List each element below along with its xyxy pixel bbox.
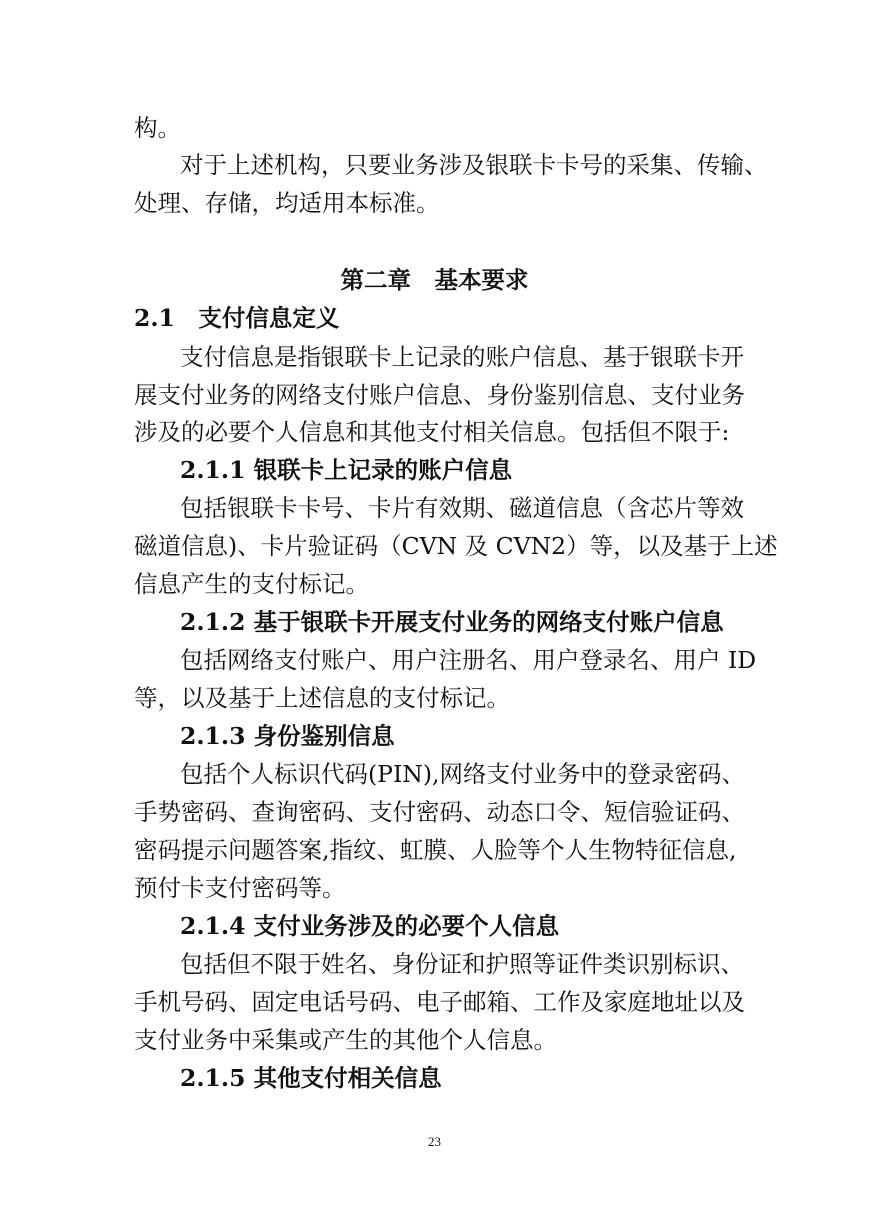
section-2-1-3-heading: 2.1.3 身份鉴别信息 bbox=[180, 722, 395, 750]
section-2-1-para-line-1: 支付信息是指银联卡上记录的账户信息、基于银联卡开 bbox=[180, 343, 744, 371]
page-number: 23 bbox=[428, 1134, 441, 1149]
intro-line-2: 对于上述机构，只要业务涉及银联卡卡号的采集、传输、 bbox=[180, 151, 768, 179]
section-2-1-2-para-line-2: 等，以及基于上述信息的支付标记。 bbox=[134, 684, 510, 712]
chapter-title: 第二章 基本要求 bbox=[340, 266, 529, 294]
section-2-1-para-line-2: 展支付业务的网络支付账户信息、身份鉴别信息、支付业务 bbox=[134, 381, 745, 409]
section-2-1-3-para-line-2: 手势密码、查询密码、支付密码、动态口令、短信验证码、 bbox=[134, 798, 745, 826]
section-2-1-4-para-line-2: 手机号码、固定电话号码、电子邮箱、工作及家庭地址以及 bbox=[134, 988, 745, 1016]
section-2-1-heading: 2.1 支付信息定义 bbox=[134, 304, 340, 332]
section-2-1-3-para-line-1: 包括个人标识代码(PIN),网络支付业务中的登录密码、 bbox=[180, 760, 745, 788]
intro-line-3: 处理、存储，均适用本标准。 bbox=[134, 189, 440, 217]
section-2-1-2-heading: 2.1.2 基于银联卡开展支付业务的网络支付账户信息 bbox=[180, 608, 724, 636]
section-2-1-4-heading: 2.1.4 支付业务涉及的必要个人信息 bbox=[180, 912, 560, 940]
section-2-1-5-heading: 2.1.5 其他支付相关信息 bbox=[180, 1064, 442, 1092]
section-2-1-1-para-line-3: 信息产生的支付标记。 bbox=[134, 570, 369, 598]
section-2-1-2-para-line-1: 包括网络支付账户、用户注册名、用户登录名、用户 ID bbox=[180, 646, 757, 674]
section-2-1-4-para-line-3: 支付业务中采集或产生的其他个人信息。 bbox=[134, 1026, 557, 1054]
section-2-1-1-para-line-2: 磁道信息)、卡片验证码（CVN 及 CVN2）等，以及基于上述 bbox=[134, 532, 778, 560]
section-2-1-3-para-line-4: 预付卡支付密码等。 bbox=[134, 874, 346, 902]
section-2-1-4-para-line-1: 包括但不限于姓名、身份证和护照等证件类识别标识、 bbox=[180, 950, 744, 978]
section-2-1-para-line-3: 涉及的必要个人信息和其他支付相关信息。包括但不限于: bbox=[134, 418, 730, 446]
intro-line-1: 构。 bbox=[134, 114, 181, 142]
section-2-1-1-heading: 2.1.1 银联卡上记录的账户信息 bbox=[180, 456, 513, 484]
section-2-1-3-para-line-3: 密码提示问题答案,指纹、虹膜、人脸等个人生物特征信息, bbox=[134, 836, 737, 864]
section-2-1-1-para-line-1: 包括银联卡卡号、卡片有效期、磁道信息（含芯片等效 bbox=[180, 494, 744, 522]
